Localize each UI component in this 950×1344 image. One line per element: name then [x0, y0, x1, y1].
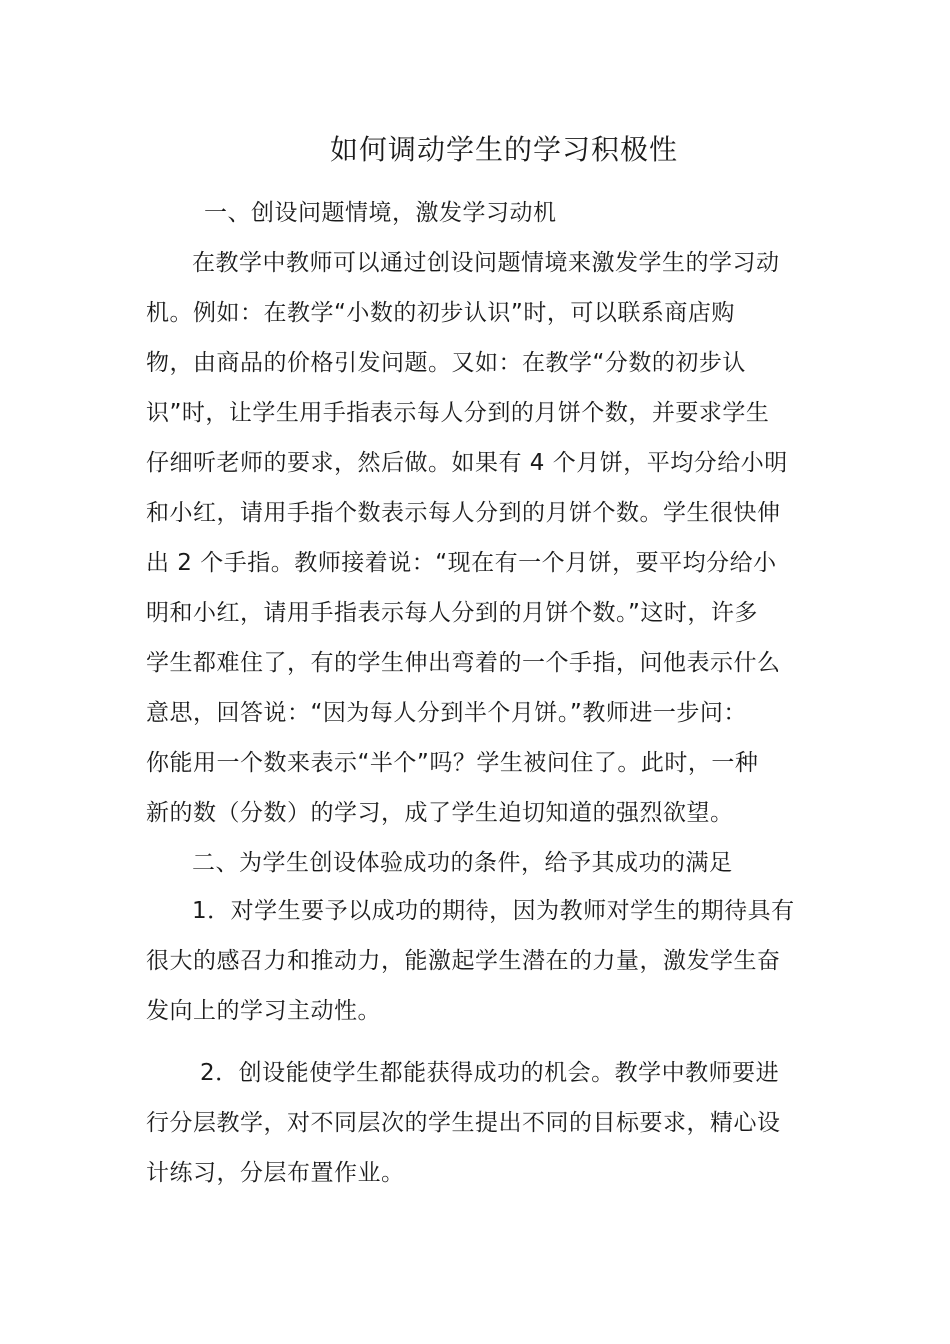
paragraph-line: 出 2 个手指。教师接着说：“现在有一个月饼，要平均分给小 — [146, 550, 777, 576]
list-item-line: 发向上的学习主动性。 — [146, 998, 381, 1024]
paragraph-line: 学生都难住了，有的学生伸出弯着的一个手指，问他表示什么 — [146, 650, 781, 676]
list-item-line: 很大的感召力和推动力，能激起学生潜在的力量，激发学生奋 — [146, 948, 781, 974]
list-item-line: 1．对学生要予以成功的期待，因为教师对学生的期待具有 — [192, 898, 795, 924]
paragraph-line: 仔细听老师的要求，然后做。如果有 4 个月饼，平均分给小明 — [146, 450, 788, 476]
paragraph-line: 在教学中教师可以通过创设问题情境来激发学生的学习动 — [192, 250, 780, 276]
paragraph-line: 识”时，让学生用手指表示每人分到的月饼个数，并要求学生 — [146, 400, 770, 426]
paragraph-line: 机。例如：在教学“小数的初步认识”时，可以联系商店购 — [146, 300, 735, 326]
list-item-line: 计练习，分层布置作业。 — [146, 1160, 405, 1186]
paragraph-line: 明和小红，请用手指表示每人分到的月饼个数。”这时，许多 — [146, 600, 758, 626]
paragraph-line: 你能用一个数来表示“半个”吗？学生被问住了。此时，一种 — [146, 750, 759, 776]
paragraph-line: 物，由商品的价格引发问题。又如：在教学“分数的初步认 — [146, 350, 746, 376]
list-item-line: 2．创设能使学生都能获得成功的机会。教学中教师要进 — [200, 1060, 780, 1086]
document-title: 如何调动学生的学习积极性 — [329, 133, 678, 166]
section-heading-2: 二、为学生创设体验成功的条件，给予其成功的满足 — [192, 850, 733, 876]
paragraph-line: 和小红，请用手指个数表示每人分到的月饼个数。学生很快伸 — [146, 500, 781, 526]
paragraph-line: 意思，回答说：“因为每人分到半个月饼。”教师进一步问： — [146, 700, 747, 726]
section-heading-1: 一、创设问题情境，激发学习动机 — [204, 200, 557, 226]
paragraph-line: 新的数（分数）的学习，成了学生迫切知道的强烈欲望。 — [146, 800, 734, 826]
list-item-line: 行分层教学，对不同层次的学生提出不同的目标要求，精心设 — [146, 1110, 781, 1136]
